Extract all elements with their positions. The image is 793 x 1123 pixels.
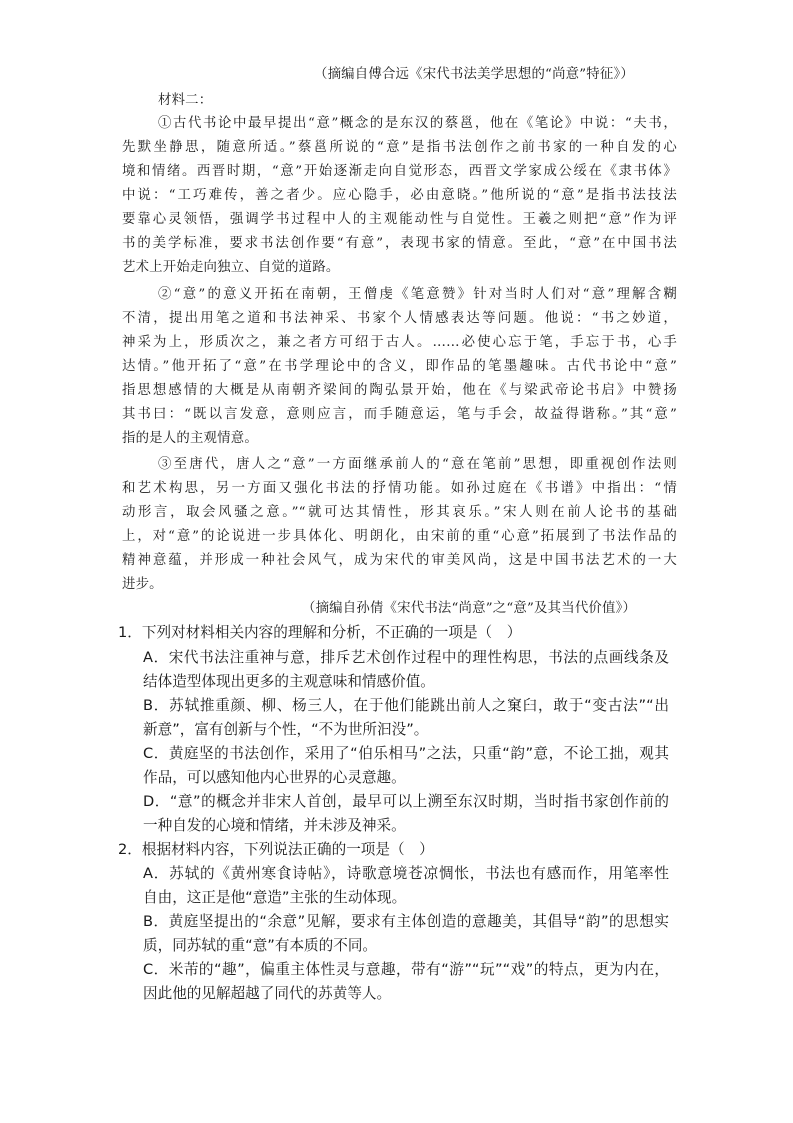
option-a-cont: 自由，这正是他“意造”主张的生动体现。 bbox=[143, 889, 407, 906]
question-stem: 1．下列对材料相关内容的理解和分析，不正确的一项是（ ） bbox=[118, 624, 522, 641]
text-line: 其书曰：“既以言发意，意则应言，而手随意运，笔与手会，故益得谐称。”其“意” bbox=[122, 407, 677, 422]
question-stem: 2．根据材料内容，下列说法正确的一项是（ ） bbox=[118, 841, 434, 858]
text-line: 动形言，取会风骚之意。”“就可达其情性，形其哀乐。”宋人则在前人论书的基础 bbox=[122, 505, 677, 520]
option-b-cont: 质，同苏轼的重“意”有本质的不同。 bbox=[143, 937, 378, 954]
text-line: 进步。 bbox=[122, 577, 163, 592]
option-c-cont: 作品，可以感知他内心世界的心灵意趣。 bbox=[143, 769, 406, 786]
text-line: 书的美学标准，要求书法创作要“有意”，表现书家的情意。至此，“意”在中国书法 bbox=[122, 236, 677, 251]
text-line: ③至唐代，唐人之“意”一方面继承前人的“意在笔前”思想，即重视创作法则 bbox=[158, 457, 677, 472]
source-citation-2: （摘编自孙倩《宋代书法“尚意”之“意”及其当代价值》） bbox=[302, 601, 637, 616]
source-citation-1: （摘编自傅合远《宋代书法美学思想的“尚意”特征》） bbox=[314, 67, 634, 82]
text-line: 指思想感情的大概是从南朝齐梁间的陶弘景开始，他在《与梁武帝论书启》中赞扬 bbox=[122, 383, 677, 398]
text-line: 要靠心灵领悟，强调学书过程中人的主观能动性与自觉性。王羲之则把“意”作为评 bbox=[122, 212, 677, 227]
option-b-cont: 新意”，富有创新与个性，“不为世所汩没”。 bbox=[143, 721, 429, 738]
option-d-cont: 一种自发的心境和情绪，并未涉及神采。 bbox=[143, 817, 406, 834]
material-title: 材料二： bbox=[158, 93, 213, 108]
option-a: A．宋代书法注重神与意，排斥艺术创作过程中的理性构思，书法的点画线条及 bbox=[143, 649, 669, 666]
option-c-cont: 因此他的见解超越了同代的苏黄等人。 bbox=[143, 985, 392, 1002]
text-line: ①古代书论中最早提出“意”概念的是东汉的蔡邕，他在《笔论》中说：“夫书， bbox=[158, 116, 677, 131]
text-line: 精神意蕴，并形成一种社会风气，成为宋代的审美风尚，这是中国书法艺术的一大 bbox=[122, 553, 677, 568]
text-line: 上，对“意”的论说进一步具体化、明朗化，由宋前的重“心意”拓展到了书法作品的 bbox=[122, 529, 677, 544]
text-line: ②“意”的意义开拓在南朝，王僧虔《笔意赞》针对当时人们对“意”理解含糊 bbox=[158, 287, 677, 302]
text-line: 境和情绪。西晋时期，“意”开始逐渐走向自觉形态，西晋文学家成公绥在《隶书体》 bbox=[122, 164, 677, 179]
option-d: D．“意”的概念并非宋人首创，最早可以上溯至东汉时期，当时指书家创作前的 bbox=[143, 793, 669, 810]
text-line: 中说：“工巧难传，善之者少。应心隐手，必由意晓。”他所说的“意”是指书法技法 bbox=[122, 188, 677, 203]
text-line: 艺术上开始走向独立、自觉的道路。 bbox=[122, 260, 340, 275]
option-c: C．黄庭坚的书法创作，采用了“伯乐相马”之法，只重“韵”意，不论工拙，观其 bbox=[143, 745, 669, 762]
option-b: B．苏轼推重颜、柳、杨三人，在于他们能跳出前人之窠臼，敢于“变古法”“出 bbox=[143, 697, 669, 714]
text-line: 先默坐静思，随意所适。”蔡邕所说的“意”是指书法创作之前书家的一种自发的心 bbox=[122, 140, 677, 155]
option-b: B．黄庭坚提出的“余意”见解，要求有主体创造的意趣美，其倡导“韵”的思想实 bbox=[143, 913, 669, 930]
option-a-cont: 结体造型体现出更多的主观意味和情感价值。 bbox=[143, 673, 435, 690]
text-line: 和艺术构思，另一方面又强化书法的抒情功能。如孙过庭在《书谱》中指出：“情 bbox=[122, 481, 677, 496]
text-line: 不清，提出用笔之道和书法神采、书家个人情感表达等问题。他说：“书之妙道， bbox=[122, 311, 677, 326]
text-line: 指的是人的主观情意。 bbox=[122, 431, 258, 446]
text-line: 神采为上，形质次之，兼之者方可绍于古人。……必使心忘于笔，手忘于书，心手 bbox=[122, 335, 677, 350]
text-line: 达情。”他开拓了“意”在书学理论中的含义，即作品的笔墨趣味。古代书论中“意” bbox=[122, 359, 677, 374]
option-a: A．苏轼的《黄州寒食诗帖》，诗歌意境苍凉惆怅，书法也有感而作，用笔率性 bbox=[143, 865, 669, 882]
option-c: C．米芾的“趣”，偏重主体性灵与意趣，带有“游”“玩”“戏”的特点，更为内在， bbox=[143, 961, 669, 978]
